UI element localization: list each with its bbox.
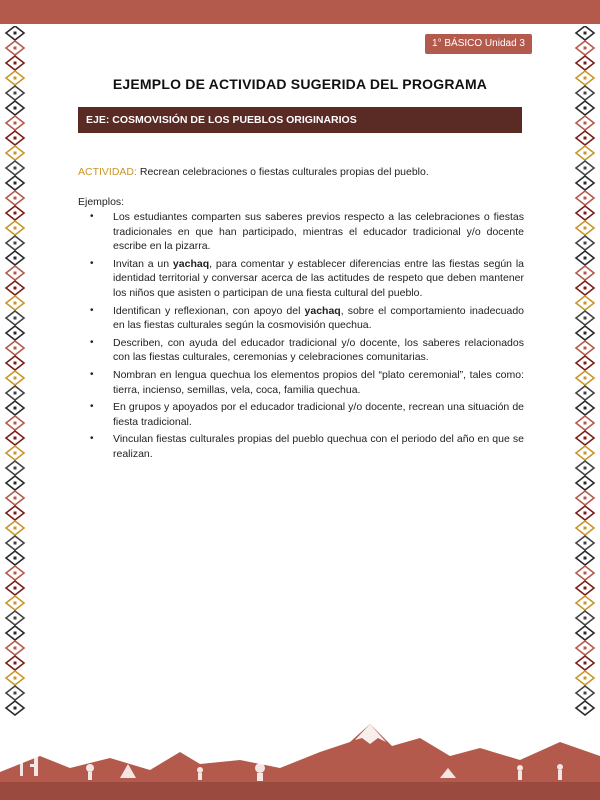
bullet-icon: •	[90, 257, 94, 269]
pattern-motif	[576, 191, 594, 205]
pattern-motif	[6, 326, 24, 340]
pattern-motif	[576, 401, 594, 415]
pattern-motif	[6, 431, 24, 445]
pattern-motif	[576, 56, 594, 70]
list-item: • Invitan a un yachaq, para comentar y establecer diferencias entre las fiestas según la identidad territorial y conversar acerca de las actitudes de respeto que deben mantener los niños que asisten o participan de una fiesta cultural del pueblo.	[90, 257, 524, 299]
pattern-motif	[6, 656, 24, 670]
pattern-motif	[576, 86, 594, 100]
pattern-motif	[576, 611, 594, 625]
list-item: • En grupos y apoyados por el educador tradicional y/o docente, recrean una situación de fiesta tradicional.	[90, 401, 524, 428]
pattern-motif	[576, 221, 594, 235]
pattern-motif	[6, 221, 24, 235]
pattern-motif	[576, 626, 594, 640]
pattern-motif	[6, 566, 24, 580]
pattern-motif	[576, 311, 594, 325]
pattern-motif	[6, 386, 24, 400]
pattern-motif	[576, 356, 594, 370]
pattern-motif	[576, 461, 594, 475]
pattern-motif	[6, 161, 24, 175]
pattern-motif	[6, 626, 24, 640]
pattern-motif	[6, 461, 24, 475]
pattern-motif	[6, 206, 24, 220]
pattern-motif	[6, 641, 24, 655]
pattern-motif	[576, 341, 594, 355]
pattern-motif	[6, 191, 24, 205]
examples-label: Ejemplos:	[78, 196, 125, 208]
pattern-motif	[576, 41, 594, 55]
pattern-motif	[576, 551, 594, 565]
pattern-motif	[6, 86, 24, 100]
pattern-motif	[576, 416, 594, 430]
pattern-motif	[6, 521, 24, 535]
pattern-motif	[576, 71, 594, 85]
pattern-motif	[6, 176, 24, 190]
bullet-icon: •	[90, 368, 94, 380]
pattern-motif	[6, 416, 24, 430]
activity-line	[78, 166, 522, 178]
pattern-motif	[6, 41, 24, 55]
pattern-motif	[6, 311, 24, 325]
pattern-motif	[6, 266, 24, 280]
pattern-motif	[576, 641, 594, 655]
top-decorative-band	[0, 0, 600, 24]
left-pattern-border	[2, 26, 28, 716]
pattern-motif	[6, 281, 24, 295]
pattern-motif	[6, 341, 24, 355]
pattern-motif	[576, 506, 594, 520]
pattern-motif	[6, 356, 24, 370]
pattern-motif	[6, 671, 24, 685]
pattern-motif	[6, 686, 24, 700]
bullet-icon: •	[90, 433, 94, 445]
pattern-motif	[576, 566, 594, 580]
bullet-icon: •	[90, 336, 94, 348]
list-item: • Identifican y reflexionan, con apoyo del yachaq, sobre el comportamiento inadecuado en las fiestas culturales según la cosmovisión quechua.	[90, 304, 525, 332]
pattern-motif	[6, 236, 24, 250]
list-item: • Los estudiantes comparten sus saberes previos respecto a las celebraciones o fiestas tradicionales en que han participado, mientras el educador tradicional y/o docente escribe en la pizarra.	[90, 211, 524, 253]
pattern-motif	[576, 671, 594, 685]
pattern-motif	[576, 266, 594, 280]
activity-label: ACTIVIDAD:	[78, 166, 137, 178]
examples-list	[88, 210, 524, 465]
pattern-motif	[576, 446, 594, 460]
pattern-motif	[6, 101, 24, 115]
pattern-motif	[6, 56, 24, 70]
pattern-motif	[576, 146, 594, 160]
pattern-motif	[6, 296, 24, 310]
pattern-motif	[6, 506, 24, 520]
pattern-motif	[6, 581, 24, 595]
pattern-motif	[6, 551, 24, 565]
pattern-motif	[576, 686, 594, 700]
pattern-motif	[6, 26, 24, 40]
activity-text: Recrean celebraciones o fiestas culturales propias del pueblo.	[136, 166, 429, 178]
pattern-motif	[6, 476, 24, 490]
page-title: EJEMPLO DE ACTIVIDAD SUGERIDA DEL PROGRAMA	[112, 76, 488, 92]
bullet-icon: •	[90, 211, 94, 222]
pattern-motif	[576, 296, 594, 310]
pattern-motif	[576, 116, 594, 130]
pattern-motif	[576, 431, 594, 445]
pattern-motif	[576, 161, 594, 175]
pattern-motif	[576, 26, 594, 40]
pattern-motif	[6, 401, 24, 415]
pattern-motif	[576, 476, 594, 490]
pattern-motif	[576, 176, 594, 190]
pattern-motif	[576, 581, 594, 595]
pattern-motif	[6, 596, 24, 610]
pattern-motif	[576, 101, 594, 115]
pattern-motif	[6, 71, 24, 85]
list-item: • Vinculan fiestas culturales propias del pueblo quechua con el periodo del año en que se realizan.	[90, 433, 524, 460]
pattern-motif	[6, 116, 24, 130]
pattern-motif	[576, 371, 594, 385]
list-item: • Describen, con ayuda del educador tradicional y/o docente, los saberes relacionados con las fiestas culturales, ceremonias y celebraciones comunitarias.	[90, 336, 524, 364]
grade-unit-badge: 1° BÁSICO Unidad 3	[425, 34, 532, 54]
eje-heading-bar: EJE: COSMOVISIÓN DE LOS PUEBLOS ORIGINARIOS	[78, 107, 522, 133]
pattern-motif	[6, 446, 24, 460]
pattern-motif	[576, 656, 594, 670]
pattern-motif	[576, 536, 594, 550]
pattern-motif	[576, 521, 594, 535]
list-item: • Nombran en lengua quechua los elementos propios del “plato ceremonial”, tales como: tierra, incienso, semillas, vela, coca, familia quechua.	[90, 368, 524, 396]
bullet-icon: •	[90, 304, 94, 316]
pattern-motif	[576, 491, 594, 505]
pattern-motif	[6, 611, 24, 625]
pattern-motif	[576, 386, 594, 400]
pattern-motif	[576, 131, 594, 145]
pattern-motif	[6, 131, 24, 145]
bullet-icon: •	[90, 401, 94, 413]
pattern-motif	[576, 251, 594, 265]
pattern-motif	[6, 251, 24, 265]
pattern-motif	[576, 596, 594, 610]
pattern-motif	[576, 206, 594, 220]
pattern-motif	[576, 236, 594, 250]
andean-landscape-footer	[0, 712, 600, 800]
pattern-motif	[6, 491, 24, 505]
pattern-motif	[6, 536, 24, 550]
right-pattern-border	[572, 26, 598, 716]
pattern-motif	[576, 326, 594, 340]
pattern-motif	[576, 281, 594, 295]
pattern-motif	[6, 146, 24, 160]
pattern-motif	[6, 371, 24, 385]
